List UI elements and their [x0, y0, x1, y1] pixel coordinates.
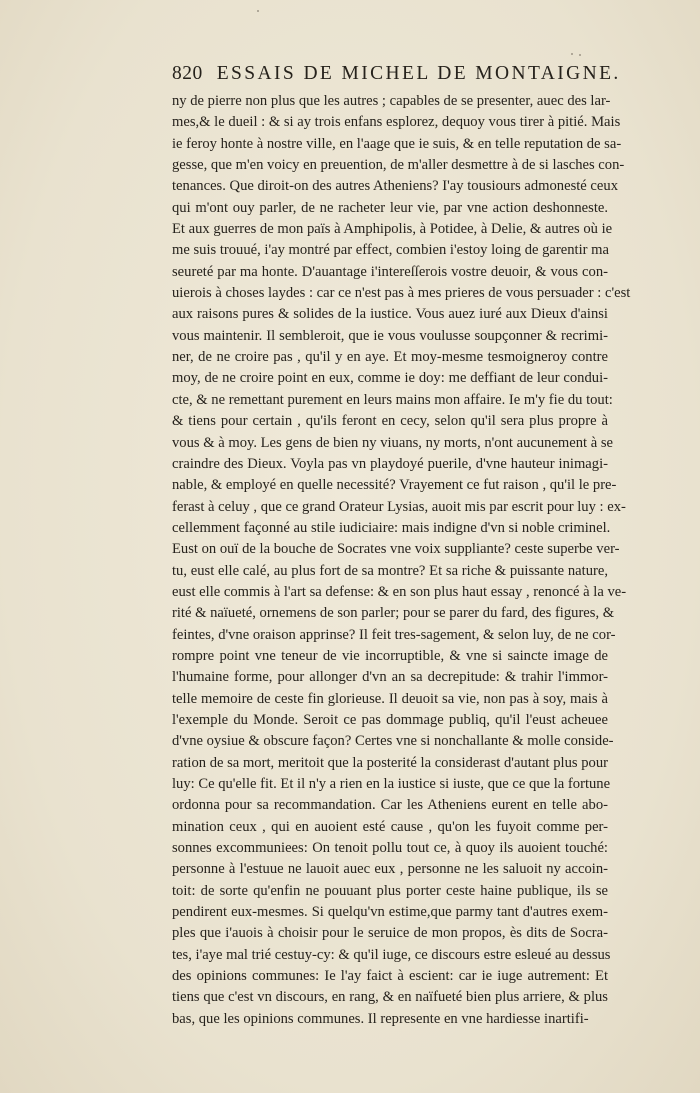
text-line: cte, & ne remettant purement en leurs mains mon affaire. Ie m'y fie du tout: — [172, 391, 613, 408]
paper-speck — [579, 54, 581, 56]
text-line: mination ceux , qui en auoient esté cause , qu'on les fuyoit comme per- — [172, 818, 608, 835]
text-line: mes,& le dueil : & si ay trois enfans esplorez, dequoy vous tirer à pitié. Mais — [172, 114, 621, 131]
text-line: des opinions communes: Ie l'ay faict à escient: car ie iuge autrement: Et — [172, 968, 608, 985]
text-line: sonnes excommuniees: On tenoit pollu tout ce, à quoy ils auoient touché: — [172, 840, 608, 857]
text-line: personne à l'estuue ne lauoit auec eux , personne ne les saluoit ny accoin- — [172, 861, 608, 878]
text-line: toit: de sorte qu'enfin ne pouuant plus porter ceste haine publique, ils se — [172, 882, 608, 899]
text-line: tu, eust elle calé, au plus fort de sa montre? Et sa riche & puissante nature, — [172, 562, 608, 579]
text-line: telle memoire de ceste fin glorieuse. Il deuoit sa vie, non pas à soy, mais à — [172, 690, 608, 707]
text-line: uierois à choses laydes : car ce n'est pas à mes prieres de vous persuader : c'est — [172, 285, 631, 302]
text-line: rompre point vne teneur de vie incorruptible, & vne si saincte image de — [172, 647, 608, 664]
text-line: moy, de ne croire point en eux, comme ie doy: me deffiant de leur condui- — [172, 370, 608, 387]
running-header — [172, 63, 621, 85]
text-line: Eust on ouï de la bouche de Socrates vne voix suppliante? ceste superbe ver- — [172, 541, 620, 558]
text-line: ner, de ne croire pas , qu'il y en aye. Et moy-mesme tesmoigneroy contre — [172, 349, 608, 366]
text-line: ration de sa mort, meritoit que la posterité la considerast d'autant plus pour — [172, 754, 608, 771]
text-line: ie feroy honte à nostre ville, en l'aage que ie suis, & en telle reputation de sa- — [172, 135, 622, 152]
text-line: tes, i'aye mal trié cestuy-cy: & qu'il iuge, ce discours estre esleué au dessus — [172, 946, 611, 963]
text-line: ferast à celuy , que ce grand Orateur Lysias, auoit mis par escrit pour luy : ex- — [172, 498, 626, 515]
text-body — [172, 91, 631, 1030]
text-line: Et aux guerres de mon païs à Amphipolis, à Potidee, à Delie, & autres où ie — [172, 221, 613, 238]
text-line: gesse, que m'en voicy en preuention, de m'aller desmettre à de si lasches con- — [172, 157, 625, 174]
text-line: d'vne oysiue & obscure façon? Certes vne si nonchallante & molle conside- — [172, 733, 614, 750]
text-line: ordonna pour sa recommandation. Car les Atheniens eurent en telle abo- — [172, 797, 608, 814]
text-line: nable, & employé en quelle necessité? Vrayement ce fut raison , qu'il le pre- — [172, 477, 617, 494]
text-line: ny de pierre non plus que les autres ; capables de se presenter, auec des lar- — [172, 93, 611, 109]
text-line: craindre des Dieux. Voyla pas vn playdoyé puerile, d'vne hauteur inimagi- — [172, 455, 608, 472]
text-line: eust elle commis à l'art sa defense: & en son plus haut essay , renoncé à la ve- — [172, 583, 627, 600]
text-line: seureté par ma honte. D'auantage i'intereſſerois vostre deuoir, & vous con- — [172, 263, 608, 280]
text-line: qui m'ont ouy parler, de ne racheter leur vie, par vne action deshonneste. — [172, 199, 608, 216]
text-line: cellemment façonné au stile iudiciaire: mais indigne d'vn si noble criminel. — [172, 519, 611, 536]
running-title: ESSAIS DE MICHEL DE MONTAIGNE. — [216, 63, 621, 84]
paper-speck — [257, 10, 259, 12]
text-line: aux raisons pures & solides de la iustice. Vous auez iuré aux Dieux d'ainsi — [172, 306, 608, 323]
text-line: ples que i'auois à choisir pour le seruice de mon propos, ès dits de Socra- — [172, 925, 608, 942]
text-line: l'humaine forme, pour allonger d'vn an sa decrepitude: & trahir l'immor- — [172, 669, 608, 686]
paper-speck — [571, 53, 573, 55]
text-line: l'exemple du Monde. Seroit ce pas dommage publiq, qu'il l'eust acheuee — [172, 711, 608, 728]
text-line: vous maintenir. Il sembleroit, que ie vous voulusse soupçonner & recrimi- — [172, 327, 608, 344]
text-line: feintes, d'vne oraison apprinse? Il feit tres-sagement, & selon luy, de ne cor- — [172, 626, 616, 643]
text-line: tiens que c'est vn discours, en rang, & en naïfueté bien plus arriere, & plus — [172, 989, 608, 1006]
text-line: & tiens pour certain , qu'ils feront en cecy, selon qu'il sera plus propre à — [172, 413, 608, 430]
text-line: pendirent eux-mesmes. Si quelqu'vn estime,que parmy tant d'autres exem- — [172, 904, 608, 921]
page-number: 820 — [172, 63, 203, 84]
text-line: vous & à moy. Les gens de bien ny viuans, ny morts, n'ont aucunement à se — [172, 434, 614, 451]
text-line: tenances. Que diroit-on des autres Atheniens? I'ay tousiours admonesté ceux — [172, 178, 618, 195]
text-line: me suis trouué, i'ay montré par effect, combien i'estoy loing de garentir ma — [172, 242, 609, 259]
text-line: luy: Ce qu'elle fit. Et il n'y a rien en la iustice si iuste, que ce que la fortune — [172, 776, 611, 792]
text-line: rité & naïueté, ornemens de son parler; pour se parer du fard, des figures, & — [172, 605, 615, 622]
text-line: bas, que les opinions communes. Il represente en vne hardiesse inartifi- — [172, 1010, 589, 1027]
